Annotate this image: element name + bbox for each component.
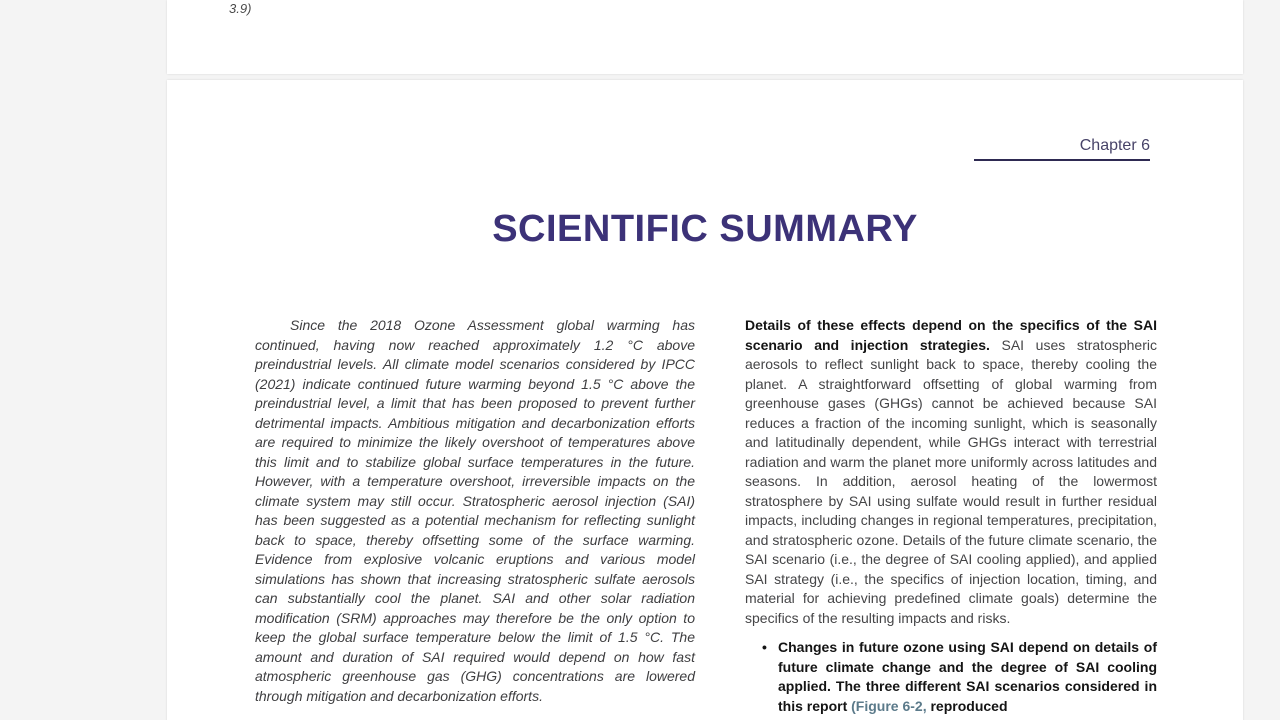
effects-body-text: SAI uses stratospheric aerosols to reflect sunlight back to space, thereby cooling the planet. A straightforward offsetting of global warming from greenhouse gases (GHGs) cannot be achieved because SAI reduces a fraction of the incoming sunlight, which is seasonally and latitudinally dependent, while GHGs interact with terrestrial radiation and warm the planet more uniformly across latitudes and seasons. In addition, aerosol heating of the lowermost stratosphere by SAI using sulfate would result in further residual impacts, including changes in regional temperatures, precipitation, and stratospheric ozone. Details of the future climate scenario, the SAI scenario (i.e., the degree of SAI cooling applied), and applied SAI strategy (i.e., the specifics of injection location, timing, and material for achieving predefined climate goals) determine the specifics of the resulting impacts and risks. bbox=[745, 336, 1157, 626]
bullet-icon: • bbox=[762, 639, 767, 655]
left-text-column bbox=[255, 316, 695, 706]
bullet-text bbox=[778, 638, 1157, 716]
bullet-bold-text-continued: reproduced bbox=[930, 697, 1008, 714]
intro-italic-paragraph: Since the 2018 Ozone Assessment global warming has continued, having now reached approximately 1.2 °C above preindustrial levels. All climate model scenarios considered by IPCC (2021) indicate continued future warming beyond 1.5 °C above the preindustrial level, a limit that has been proposed to prevent further detrimental impacts. Ambitious mitigation and decarbonization efforts are required to minimize the likely overshoot of temperatures above this limit and to stabilize global surface temperatures in the future. However, with a temperature overshoot, irreversible impacts on the climate system may still occur. Stratospheric aerosol injection (SAI) has been suggested as a potential mechanism for reflecting sunlight back to space, thereby offsetting some of the surface warming. Evidence from explosive volcanic eruptions and various model simulations has shown that increasing stratospheric sulfate aerosols can substantially cool the planet. SAI and other solar radiation modification (SRM) approaches may therefore be the only option to keep the global surface temperature below the limit of 1.5 °C. The amount and duration of SAI required would depend on how fast atmospheric greenhouse gas (GHG) concentrations are lowered through mitigation and decarbonization efforts. bbox=[255, 317, 695, 704]
page-title: SCIENTIFIC SUMMARY bbox=[492, 208, 918, 250]
bullet-list-item bbox=[745, 638, 1157, 716]
previous-page-text-fragment: 3.9) bbox=[229, 1, 252, 16]
right-text-column bbox=[745, 316, 1157, 716]
chapter-label: Chapter 6 bbox=[974, 137, 1150, 161]
effects-heading: Details of these effects depend on the specifics of the SAI scenario and injection strategies. bbox=[745, 317, 1157, 353]
bullet-bold-text: Changes in future ozone using SAI depend on details of future climate change and the degree of SAI cooling applied. The three different SAI scenarios considered in this report bbox=[778, 639, 1157, 714]
figure-reference-link[interactable]: (Figure 6-2, bbox=[851, 697, 931, 714]
effects-paragraph bbox=[745, 316, 1157, 628]
previous-page bbox=[167, 0, 1243, 74]
document-page bbox=[167, 80, 1243, 720]
